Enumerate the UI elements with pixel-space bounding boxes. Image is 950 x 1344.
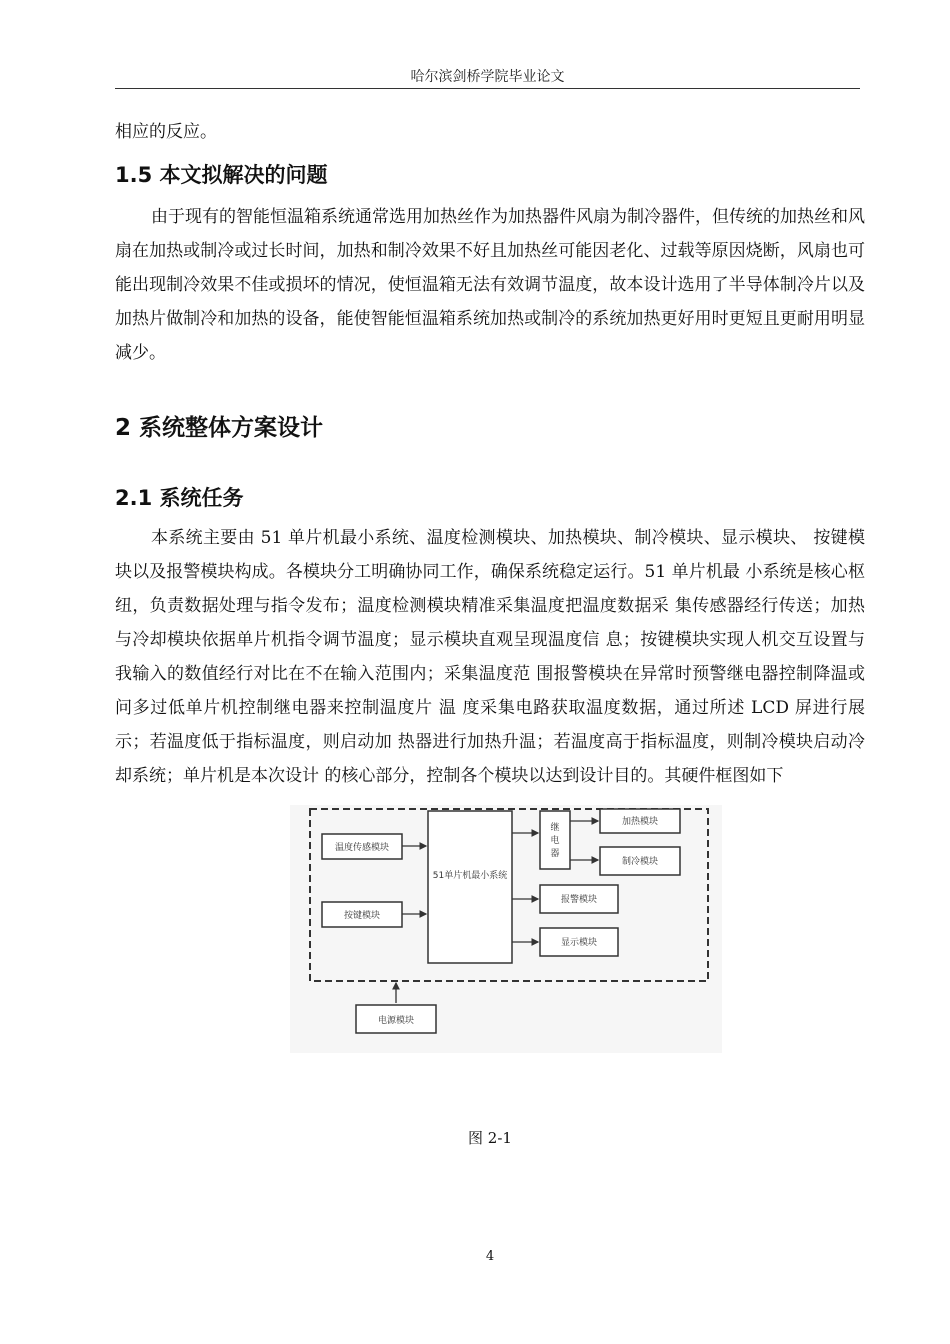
cooling-label: 制冷模块 bbox=[621, 857, 659, 867]
relay-char-2: 电 bbox=[550, 836, 560, 846]
figure-caption: 图 2-1 bbox=[468, 1129, 512, 1147]
relay-char-3: 器 bbox=[550, 849, 560, 859]
heating-label: 加热模块 bbox=[621, 817, 659, 827]
chapter-2-heading: 2 系统整体方案设计 bbox=[115, 415, 324, 441]
mcu-label: 51单片机最小系统 bbox=[432, 871, 508, 881]
alarm-label: 报警模块 bbox=[560, 895, 598, 905]
intro-tail-paragraph: 相应的反应。 bbox=[115, 122, 217, 142]
section-1-5-heading: 1.5 本文拟解决的问题 bbox=[115, 163, 328, 187]
display-label: 显示模块 bbox=[560, 938, 598, 948]
relay-char-1: 继 bbox=[550, 823, 560, 833]
section-1-5-body: 由于现有的智能恒温箱系统通常选用加热丝作为加热器件风扇为制冷器件，但传统的加热丝和风扇在加热或制冷或过长时间，加热和制冷效果不好且加热丝可能因老化、过载等原因烧断，风扇也可能出现制冷效果不佳或损坏的情况，使恒温箱无法有效调节温度，故本设计选用了半导体制冷片以及加热片做制冷和加热的设备，能使智能恒温箱系统加热或制冷的系统加热更好用时更短且更耐用明显减少。 bbox=[115, 207, 865, 363]
header-rule bbox=[115, 88, 860, 89]
section-2-1-heading: 2.1 系统任务 bbox=[115, 486, 244, 510]
section-2-1-body: 本系统主要由 51 单片机最小系统、温度检测模块、加热模块、制冷模块、显示模块、 按键模块以及报警模块构成。各模块分工明确协同工作，确保系统稳定运行。51 单片机最 小系统是核心枢纽，负责数据处理与指令发布；温度检测模块精准采集温度把温度数据采 集传感器经行传送；加热与冷却模块依据单片机指令调节温度；显示模块直观呈现温度信 息；按键模块实现人机交互设置与我输入的数值经行对比在不在输入范围内；采集温度范 围报警模块在异常时预警继电器控制降温或问多过低单片机控制继电器来控制温度片 温 度采集电路获取温度数据，通过所述 LCD 屏进行展示；若温度低于指标温度，则启动加 热器进行加热升温；若温度高于指标温度，则制冷模块启动冷却系统；单片机是本次设计 的核心部分，控制各个模块以达到设计目的。其硬件框图如下 bbox=[115, 528, 865, 786]
page-number: 4 bbox=[485, 1249, 495, 1264]
hardware-block-diagram bbox=[290, 805, 722, 1053]
mcu-box bbox=[428, 811, 512, 963]
temp-sensor-label: 温度传感模块 bbox=[334, 843, 390, 853]
keypad-label: 按键模块 bbox=[343, 911, 381, 921]
running-header: 哈尔滨剑桥学院毕业论文 bbox=[410, 69, 565, 85]
power-label: 电源模块 bbox=[377, 1016, 415, 1026]
